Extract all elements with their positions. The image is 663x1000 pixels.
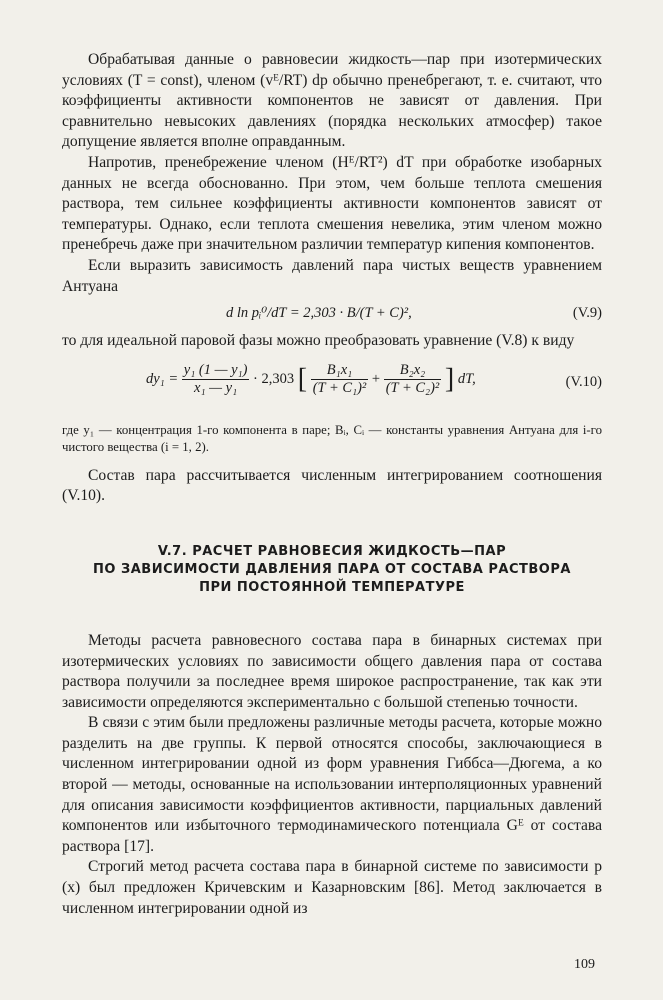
fraction-1-numerator: y₁ (1 — y₁) (183, 361, 248, 378)
equation-v10-plus: + (371, 370, 381, 387)
equation-v10-fraction-3 (384, 362, 442, 397)
paragraph-methods: Методы расчета равновесного состава пара в бинарных системах при изотермических условиях по зависимости общего давления пара от состава раствора получили за последнее время широкое распространение, так как эти зависимости определяются экспериментально с большой степенью точности. (62, 631, 602, 711)
paragraph-isobaric: Напротив, пренебрежение членом (Hᴱ/RT²) dT при обработке изобарных данных не всегда обоснованно. При этом, чем больше теплота смешения раствора, тем сильнее коэффициенты активности компонентов зависят от температуры. Однако, если теплота смешения невелика, этим членом можно пренебречь даже при значительном различии температур кипения компонентов. (62, 153, 602, 254)
heading-line-2: ПО ЗАВИСИМОСТИ ДАВЛЕНИЯ ПАРА ОТ СОСТАВА РАСТВОРА (93, 561, 571, 577)
equation-v10-number: (V.10) (565, 373, 602, 390)
equation-v9-number: (V.9) (572, 305, 602, 322)
paragraph-strict-method: Строгий метод расчета состава пара в бинарной системе по зависимости p (x) был предложен Кричевским и Казарновским [86]. Метод заключается в численном интегрировании одной из (62, 858, 602, 917)
fraction-1-denominator: x₁ — y₁ (194, 379, 238, 396)
equation-v9-body: d ln pᵢ⁰/dT = 2,303 · B/(T + C)², (226, 305, 412, 322)
fraction-2-numerator: B₁x₁ (311, 362, 369, 380)
left-bracket: [ (297, 363, 308, 395)
fraction-3-denominator: (T + C₂)² (385, 379, 440, 396)
equation-v10-fraction-2 (311, 362, 369, 397)
right-bracket: ] (444, 363, 455, 395)
paragraph-vapor-composition: Состав пара рассчитывается численным интегрированием соотношения (V.10). (62, 466, 602, 505)
section-heading (62, 543, 602, 597)
paragraph-antoine-intro: Если выразить зависимость давлений пара чистых веществ уравнением Антуана (62, 256, 602, 295)
equation-v10 (62, 356, 602, 414)
page-number: 109 (574, 957, 595, 972)
fraction-3-numerator: B₂x₂ (384, 362, 442, 380)
heading-line-3: ПРИ ПОСТОЯННОЙ ТЕМПЕРАТУРЕ (199, 579, 465, 595)
page-body (62, 50, 602, 919)
paragraph-transform: то для идеальной паровой фазы можно преобразовать уравнение (V.8) к виду (62, 332, 575, 350)
equation-v10-multiplier: · 2,303 (253, 370, 295, 387)
paragraph-isothermal: Обрабатывая данные о равновесии жидкость—пар при изотермических условиях (T = const), членом (vᴱ/RT) dp обычно пренебрегают, т. е. считают, что коэффициенты активности компонентов не зависят от давления. При сравнительно невысоких давлениях (порядка нескольких атмосфер) такое допущение является вполне оправданным. (62, 51, 602, 151)
heading-line-1: V.7. РАСЧЕТ РАВНОВЕСИЯ ЖИДКОСТЬ—ПАР (157, 543, 507, 559)
paragraph-groups: В связи с этим были предложены различные методы расчета, которые можно разделить на две группы. К первой относятся способы, заключающиеся в численном интегрировании одной из форм уравнения Гиббса—Дюгема, а ко второй — методы, основанные на использовании интерполяционных уравнений для описания зависимости коэффициентов активности, парциальных давлений компонентов или избыточного термодинамического потенциала Gᴱ от состава раствора [17]. (62, 714, 602, 855)
equation-v10-fraction-1 (182, 362, 250, 397)
fraction-2-denominator: (T + C₁)² (312, 379, 367, 396)
equation-v10-lhs: dy₁ = (146, 370, 179, 387)
equation-v9 (62, 301, 602, 331)
equation-v10-tail: dT, (457, 370, 476, 387)
footnote-legend: где y₁ — концентрация 1-го компонента в паре; Bᵢ, Cᵢ — константы уравнения Антуана для i-го чистого вещества (i = 1, 2). (62, 422, 602, 454)
